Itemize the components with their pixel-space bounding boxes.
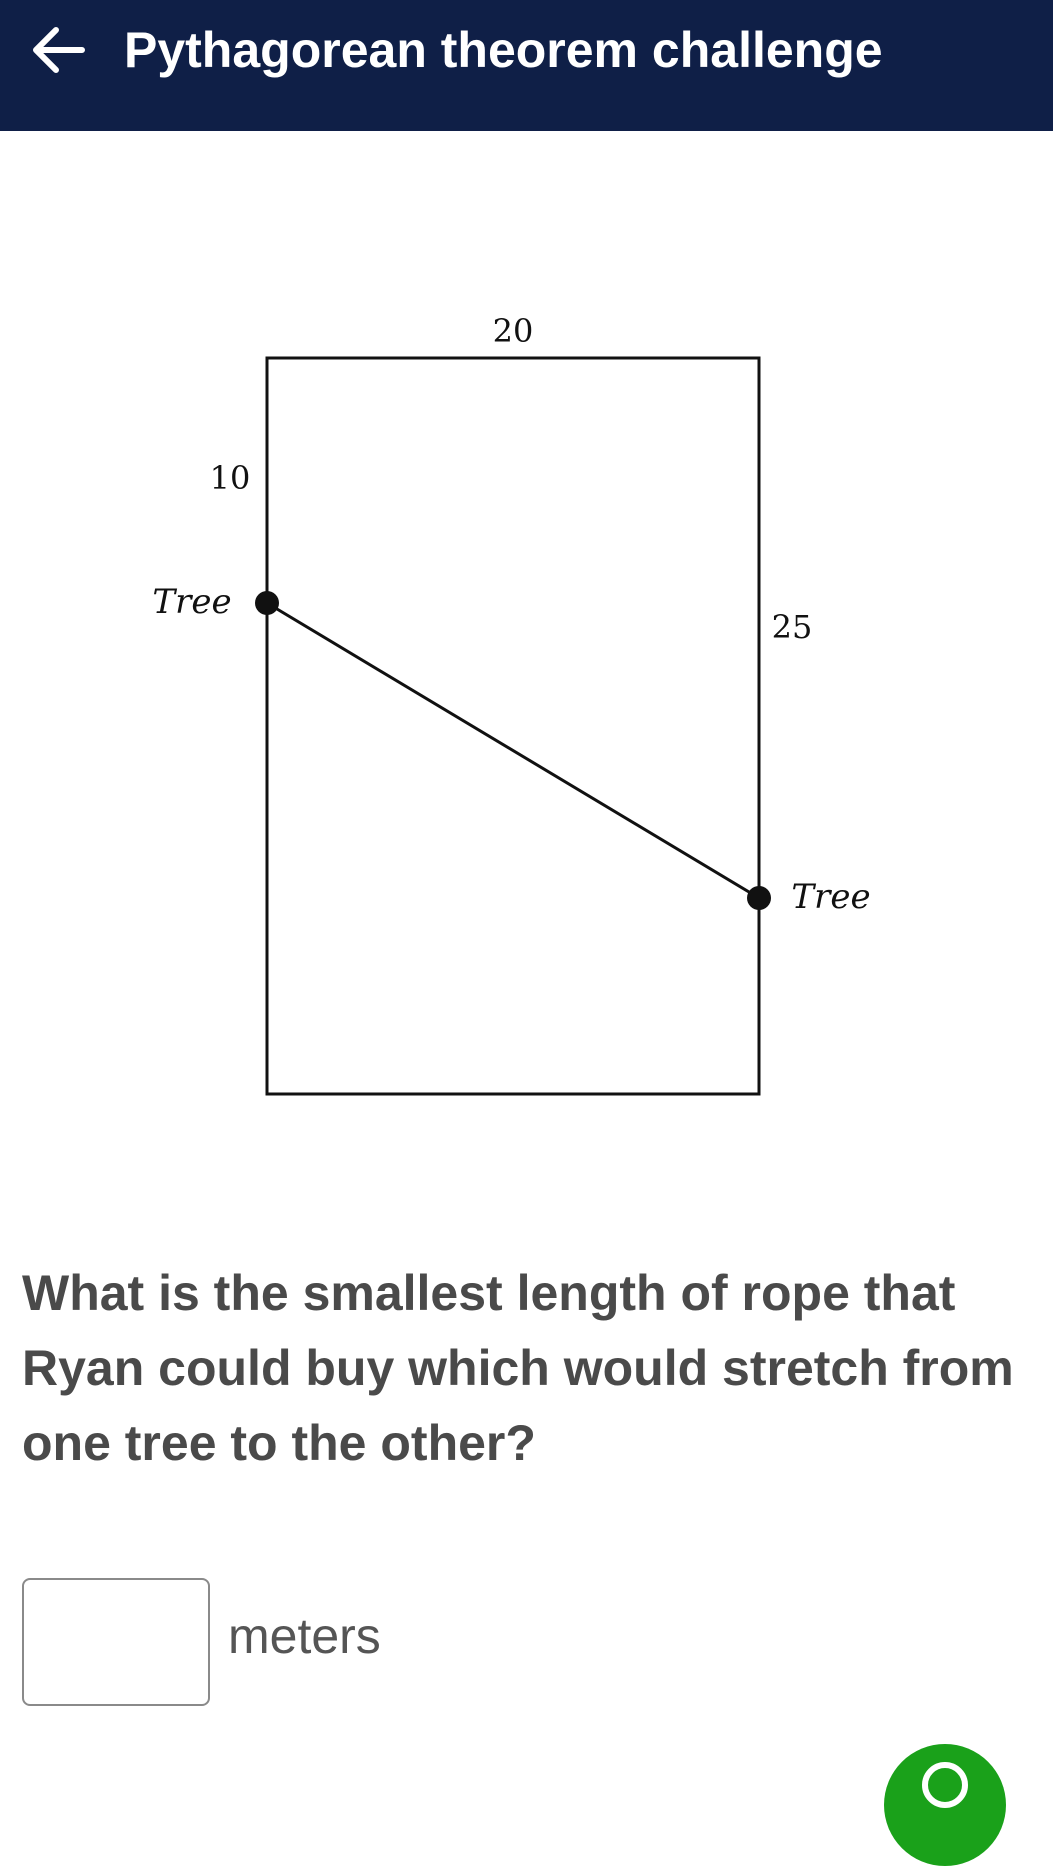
back-button[interactable] [22,14,94,86]
tree-right-point [747,886,771,910]
top-side-label: 20 [492,312,534,350]
rectangle-diagram [0,300,1053,1120]
header-bar [0,0,1053,131]
page-title: Pythagorean theorem challenge [124,22,883,78]
tree-left-label: Tree [152,582,232,622]
circle-icon [922,1762,968,1808]
answer-input[interactable] [22,1578,210,1706]
rope-line [267,603,759,898]
action-button[interactable] [884,1744,1006,1866]
unit-label: meters [228,1608,381,1664]
tree-right-label: Tree [791,877,871,917]
arrow-left-icon [22,14,94,86]
question-text: What is the smallest length of rope that Ryan could buy which would stretch from one tree to the other? [22,1265,1014,1471]
tree-left-point [255,591,279,615]
field-rectangle [267,358,759,1094]
right-segment-label: 25 [771,608,813,646]
left-segment-label: 10 [209,459,251,497]
